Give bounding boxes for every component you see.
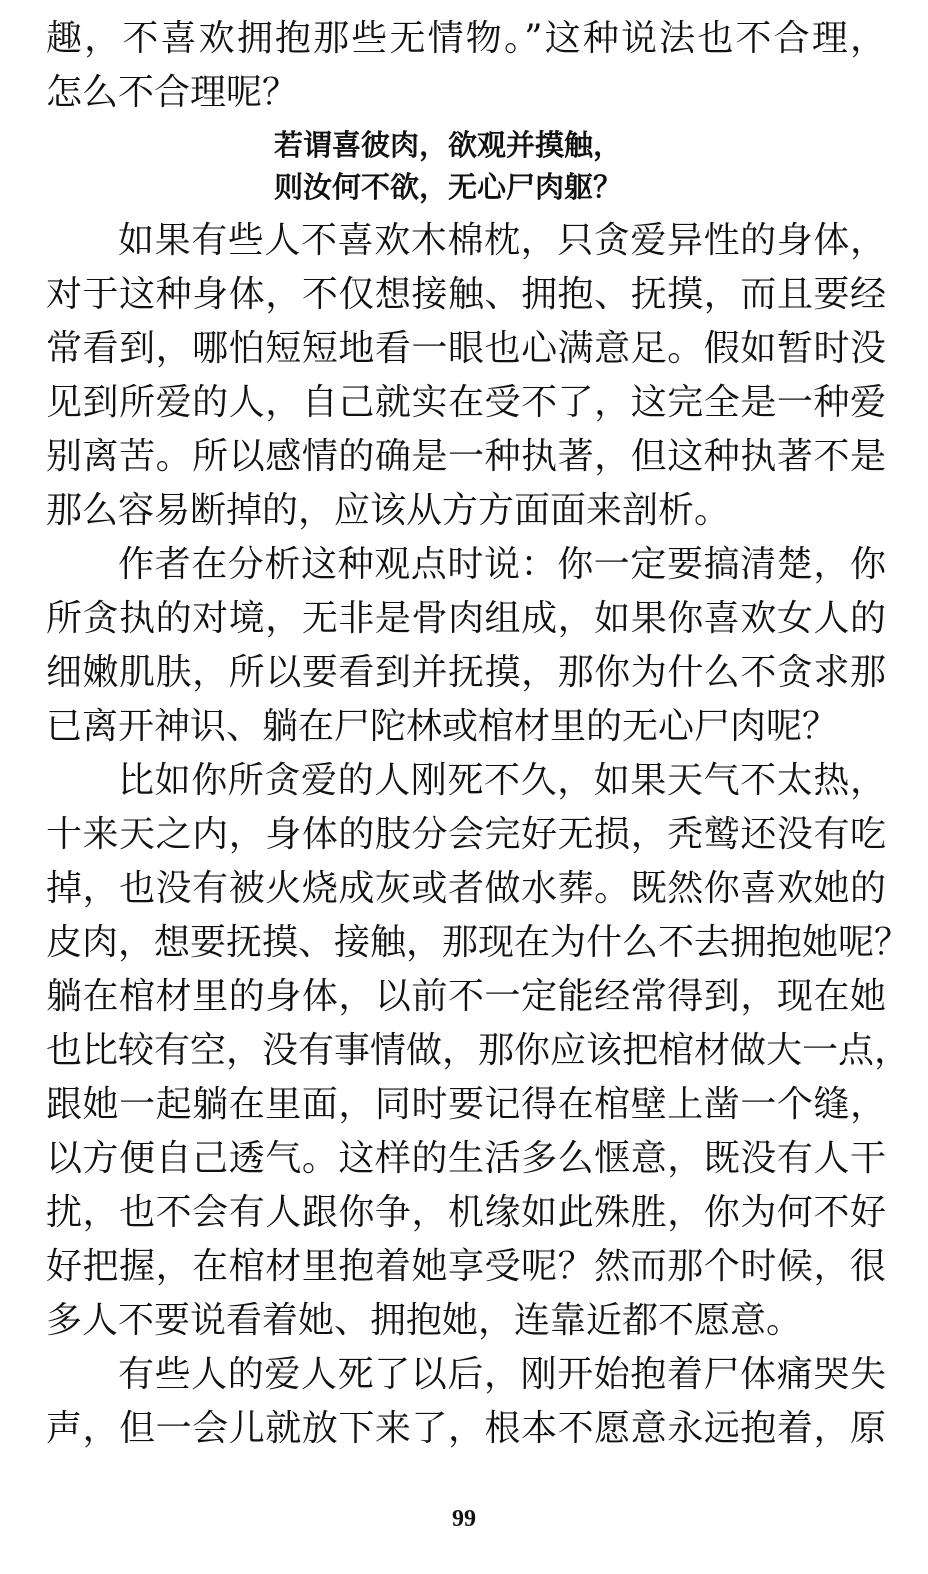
paragraph-2 <box>46 538 886 754</box>
text-line: 作者在分析这种观点时说：你一定要搞清楚，你 <box>118 544 886 585</box>
text-line: 比如你所贪爱的人刚死不久，如果天气不太热， <box>118 760 886 801</box>
intro-text <box>46 12 886 120</box>
text-line: 怎么不合理呢？ <box>46 72 299 113</box>
text-line: 声，但一会儿就放下来了，根本不愿意永远抱着，原 <box>46 1408 886 1449</box>
text-line: 别离苦。所以感情的确是一种执著，但这种执著不是 <box>46 436 886 477</box>
text-line: 扰，也不会有人跟你争，机缘如此殊胜，你为何不好 <box>46 1192 886 1233</box>
text-line: 好把握，在棺材里抱着她享受呢？然而那个时候，很 <box>46 1246 886 1287</box>
text-line: 十来天之内，身体的肢分会完好无损，秃鹫还没有吃 <box>46 814 886 855</box>
text-line: 有些人的爱人死了以后，刚开始抱着尸体痛哭失 <box>118 1354 886 1395</box>
text-line: 见到所爱的人，自己就实在受不了，这完全是一种爱 <box>46 382 886 423</box>
paragraph-1 <box>46 214 886 538</box>
text-line: 趣，不喜欢拥抱那些无情物。”这种说法也不合理， <box>46 18 886 59</box>
text-line: 跟她一起躺在里面，同时要记得在棺壁上凿一个缝， <box>46 1084 886 1125</box>
text-line: 多人不要说看着她、拥抱她，连靠近都不愿意。 <box>46 1300 803 1341</box>
page-body <box>46 12 911 1456</box>
text-line: 已离开神识、躺在尸陀林或棺材里的无心尸肉呢？ <box>46 706 839 747</box>
text-line: 那么容易断掉的，应该从方方面面来剖析。 <box>46 490 731 531</box>
text-line: 也比较有空，没有事情做，那你应该把棺材做大一点， <box>46 1030 911 1071</box>
verse-line: 则汝何不欲，无心尸肉躯？ <box>274 170 623 204</box>
text-line: 对于这种身体，不仅想接触、拥抱、抚摸，而且要经 <box>46 274 886 315</box>
verse-block <box>46 124 886 208</box>
text-line: 如果有些人不喜欢木棉枕，只贪爱异性的身体， <box>118 220 886 261</box>
text-line: 细嫩肌肤，所以要看到并抚摸，那你为什么不贪求那 <box>46 652 886 693</box>
text-line: 掉，也没有被火烧成灰或者做水葬。既然你喜欢她的 <box>46 868 886 909</box>
verse-line: 若谓喜彼肉，欲观并摸触， <box>274 128 623 162</box>
paragraph-4 <box>46 1348 886 1456</box>
text-line: 以方便自己透气。这样的生活多么惬意，既没有人干 <box>46 1138 886 1179</box>
paragraph-3 <box>46 754 911 1348</box>
text-line: 所贪执的对境，无非是骨肉组成，如果你喜欢女人的 <box>46 598 886 639</box>
text-line: 皮肉，想要抚摸、接触，那现在为什么不去拥抱她呢？ <box>46 922 911 963</box>
text-line: 躺在棺材里的身体，以前不一定能经常得到，现在她 <box>46 976 886 1017</box>
page-number: 99 <box>452 1506 476 1532</box>
text-line: 常看到，哪怕短短地看一眼也心满意足。假如暂时没 <box>46 328 886 369</box>
